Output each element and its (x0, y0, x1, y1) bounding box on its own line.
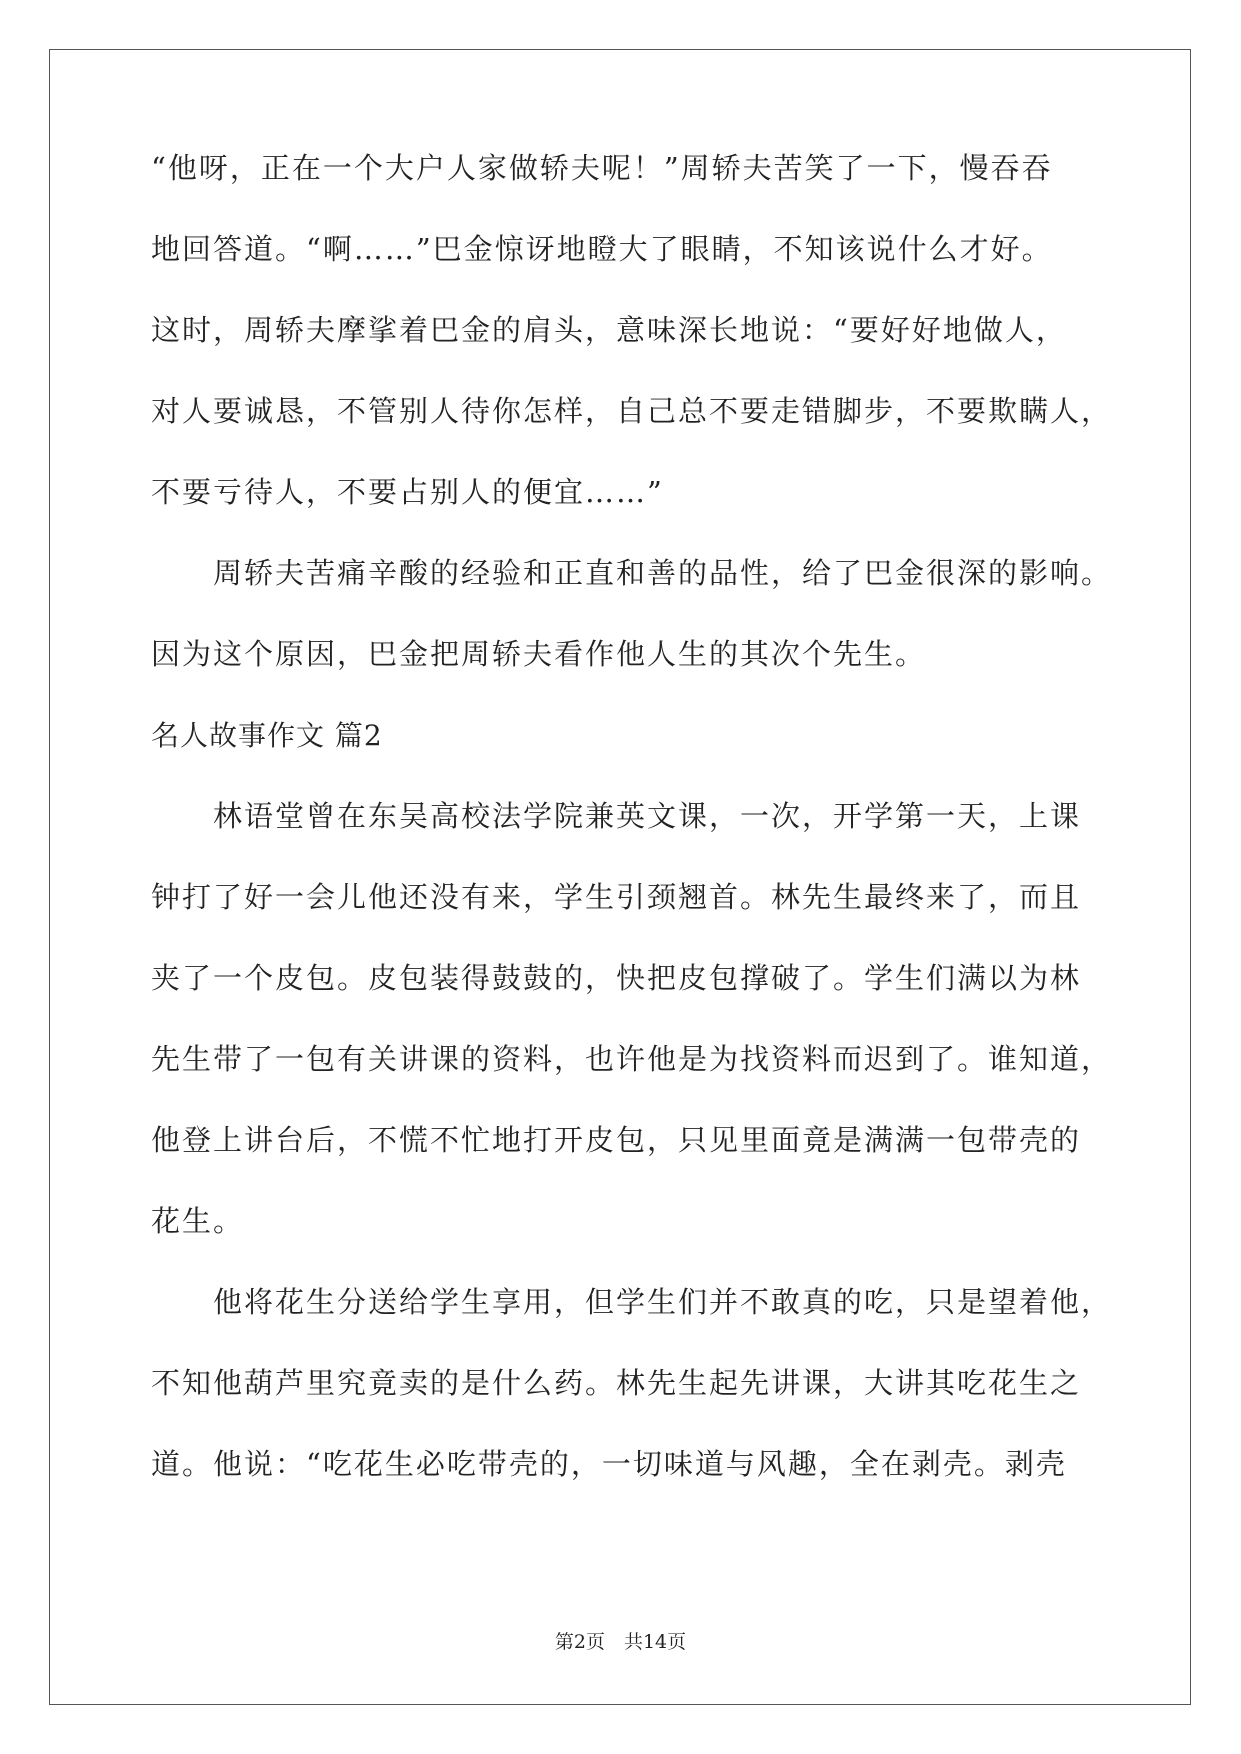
text-line: 周轿夫苦痛辛酸的经验和正直和善的品性，给了巴金很深的影响。 (151, 556, 1113, 590)
section-heading: 名人故事作文 篇2 (151, 719, 383, 752)
text-line: 地回答道。“啊……”巴金惊讶地瞪大了眼睛，不知该说什么才好。 (151, 232, 1053, 266)
text-line: 他登上讲台后，不慌不忙地打开皮包，只见里面竟是满满一包带壳的 (151, 1123, 1082, 1157)
text-line: 他将花生分送给学生享用，但学生们并不敢真的吃，只是望着他， (151, 1285, 1113, 1319)
text-line: 林语堂曾在东吴高校法学院兼英文课，一次，开学第一天，上课 (151, 799, 1082, 833)
text-line: 对人要诚恳，不管别人待你怎样，自己总不要走错脚步，不要欺瞒人， (151, 394, 1113, 428)
text-line: 这时，周轿夫摩挲着巴金的肩头，意味深长地说：“要好好地做人， (151, 313, 1067, 347)
text-line: 花生。 (151, 1204, 245, 1238)
text-line: 道。他说：“吃花生必吃带壳的，一切味道与风趣，全在剥壳。剥壳 (151, 1447, 1067, 1481)
text-line: 不要亏待人，不要占别人的便宜……” (151, 475, 664, 509)
text-line: 钟打了好一会儿他还没有来，学生引颈翘首。林先生最终来了，而且 (151, 880, 1082, 914)
page-number-footer: 第2页 共14页 (554, 1631, 687, 1653)
document-body (151, 153, 1111, 1530)
text-line: “他呀，正在一个大户人家做轿夫呢！”周轿夫苦笑了一下，慢吞吞 (151, 151, 1053, 185)
text-line: 不知他葫芦里究竟卖的是什么药。林先生起先讲课，大讲其吃花生之 (151, 1366, 1082, 1400)
text-line: 先生带了一包有关讲课的资料，也许他是为找资料而迟到了。谁知道， (151, 1042, 1113, 1076)
text-line: 因为这个原因，巴金把周轿夫看作他人生的其次个先生。 (151, 637, 927, 671)
text-line: 夹了一个皮包。皮包装得鼓鼓的，快把皮包撑破了。学生们满以为林 (151, 961, 1082, 995)
